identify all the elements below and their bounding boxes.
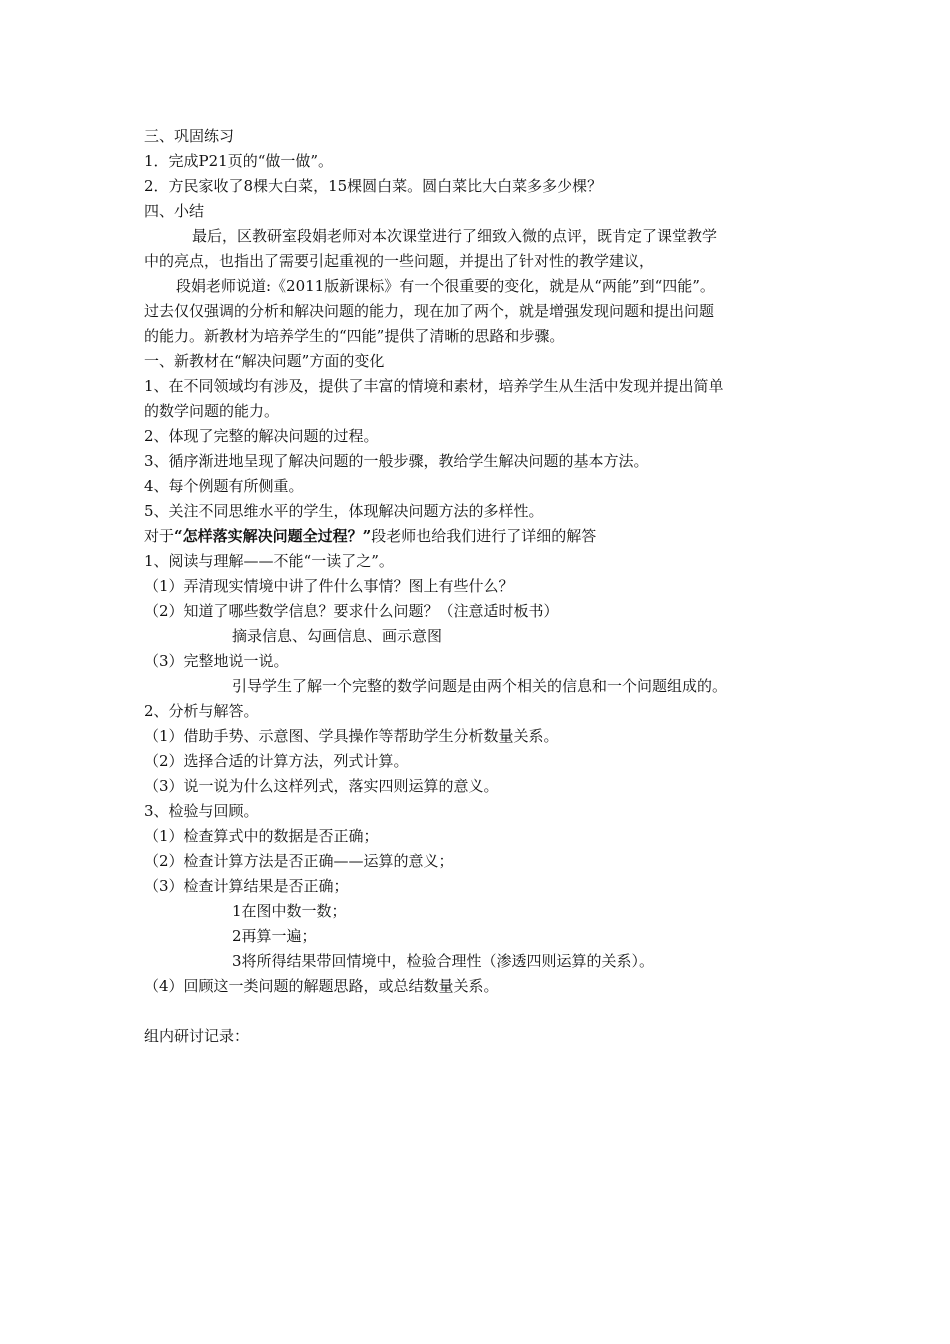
- step-heading: 2、分析与解答。: [144, 702, 259, 720]
- sub-item: （1）弄清现实情境中讲了件什么事情？图上有些什么？: [144, 577, 514, 595]
- intro-line: [144, 524, 824, 549]
- note-line: 引导学生了解一个完整的数学问题是由两个相关的信息和一个问题组成的。: [232, 677, 728, 695]
- exercise-item: 1．完成P21页的“做一做”。: [144, 152, 334, 170]
- step-heading: 1、阅读与理解——不能“一读了之”。: [144, 552, 394, 570]
- paragraph-line: 的能力。新教材为培养学生的“四能”提供了清晰的思路和步骤。: [144, 327, 565, 345]
- list-item: 3、循序渐进地呈现了解决问题的一般步骤，教给学生解决问题的基本方法。: [144, 452, 649, 470]
- intro-prefix: 对于: [144, 527, 175, 545]
- sub-item: （1）检查算式中的数据是否正确；: [144, 827, 379, 845]
- paragraph-line: 段娟老师说道:《2011版新课标》有一个很重要的变化，就是从“两能”到“四能”。: [176, 277, 715, 295]
- paragraph-line: 过去仅仅强调的分析和解决问题的能力，现在加了两个，就是增强发现问题和提出问题: [144, 302, 715, 320]
- sub-item: （4）回顾这一类问题的解题思路，或总结数量关系。: [144, 977, 499, 995]
- step-heading: 3、检验与回顾。: [144, 802, 259, 820]
- note-line: 摘录信息、勾画信息、画示意图: [232, 627, 443, 645]
- sub-item: （3）检查计算结果是否正确；: [144, 877, 349, 895]
- note-line: 2再算一遍；: [232, 927, 317, 945]
- bold-question: “怎样落实解决问题全过程？”: [174, 527, 372, 545]
- list-item: 4、每个例题有所侧重。: [144, 477, 304, 495]
- section-heading: 一、新教材在“解决问题”方面的变化: [144, 352, 385, 370]
- section-heading: 四、小结: [144, 202, 205, 220]
- document-body: [144, 124, 824, 1049]
- record-label: 组内研讨记录：: [144, 1027, 250, 1045]
- exercise-item: 2．方民家收了8棵大白菜，15棵圆白菜。圆白菜比大白菜多多少棵？: [144, 177, 603, 195]
- paragraph-line: 中的亮点，也指出了需要引起重视的一些问题，并提出了针对性的教学建议，: [144, 252, 655, 270]
- list-item-continuation: 的数学问题的能力。: [144, 402, 280, 420]
- sub-item: （3）说一说为什么这样列式，落实四则运算的意义。: [144, 777, 499, 795]
- list-item: 5、关注不同思维水平的学生，体现解决问题方法的多样性。: [144, 502, 544, 520]
- paragraph-line: 最后，区教研室段娟老师对本次课堂进行了细致入微的点评，既肯定了课堂教学: [192, 227, 718, 245]
- list-item: 1、在不同领域均有涉及，提供了丰富的情境和素材，培养学生从生活中发现并提出简单: [144, 377, 724, 395]
- section-heading: 三、巩固练习: [144, 127, 235, 145]
- note-line: 3将所得结果带回情境中，检验合理性（渗透四则运算的关系）。: [232, 952, 655, 970]
- note-line: 1在图中数一数；: [232, 902, 347, 920]
- sub-item: （2）选择合适的计算方法，列式计算。: [144, 752, 409, 770]
- sub-item: （2）知道了哪些数学信息？要求什么问题？（注意适时板书）: [144, 602, 559, 620]
- sub-item: （3）完整地说一说。: [144, 652, 289, 670]
- sub-item: （2）检查计算方法是否正确——运算的意义；: [144, 852, 454, 870]
- list-item: 2、体现了完整的解决问题的过程。: [144, 427, 379, 445]
- sub-item: （1）借助手势、示意图、学具操作等帮助学生分析数量关系。: [144, 727, 559, 745]
- blank-line: [144, 999, 824, 1024]
- intro-suffix: 段老师也给我们进行了详细的解答: [371, 527, 597, 545]
